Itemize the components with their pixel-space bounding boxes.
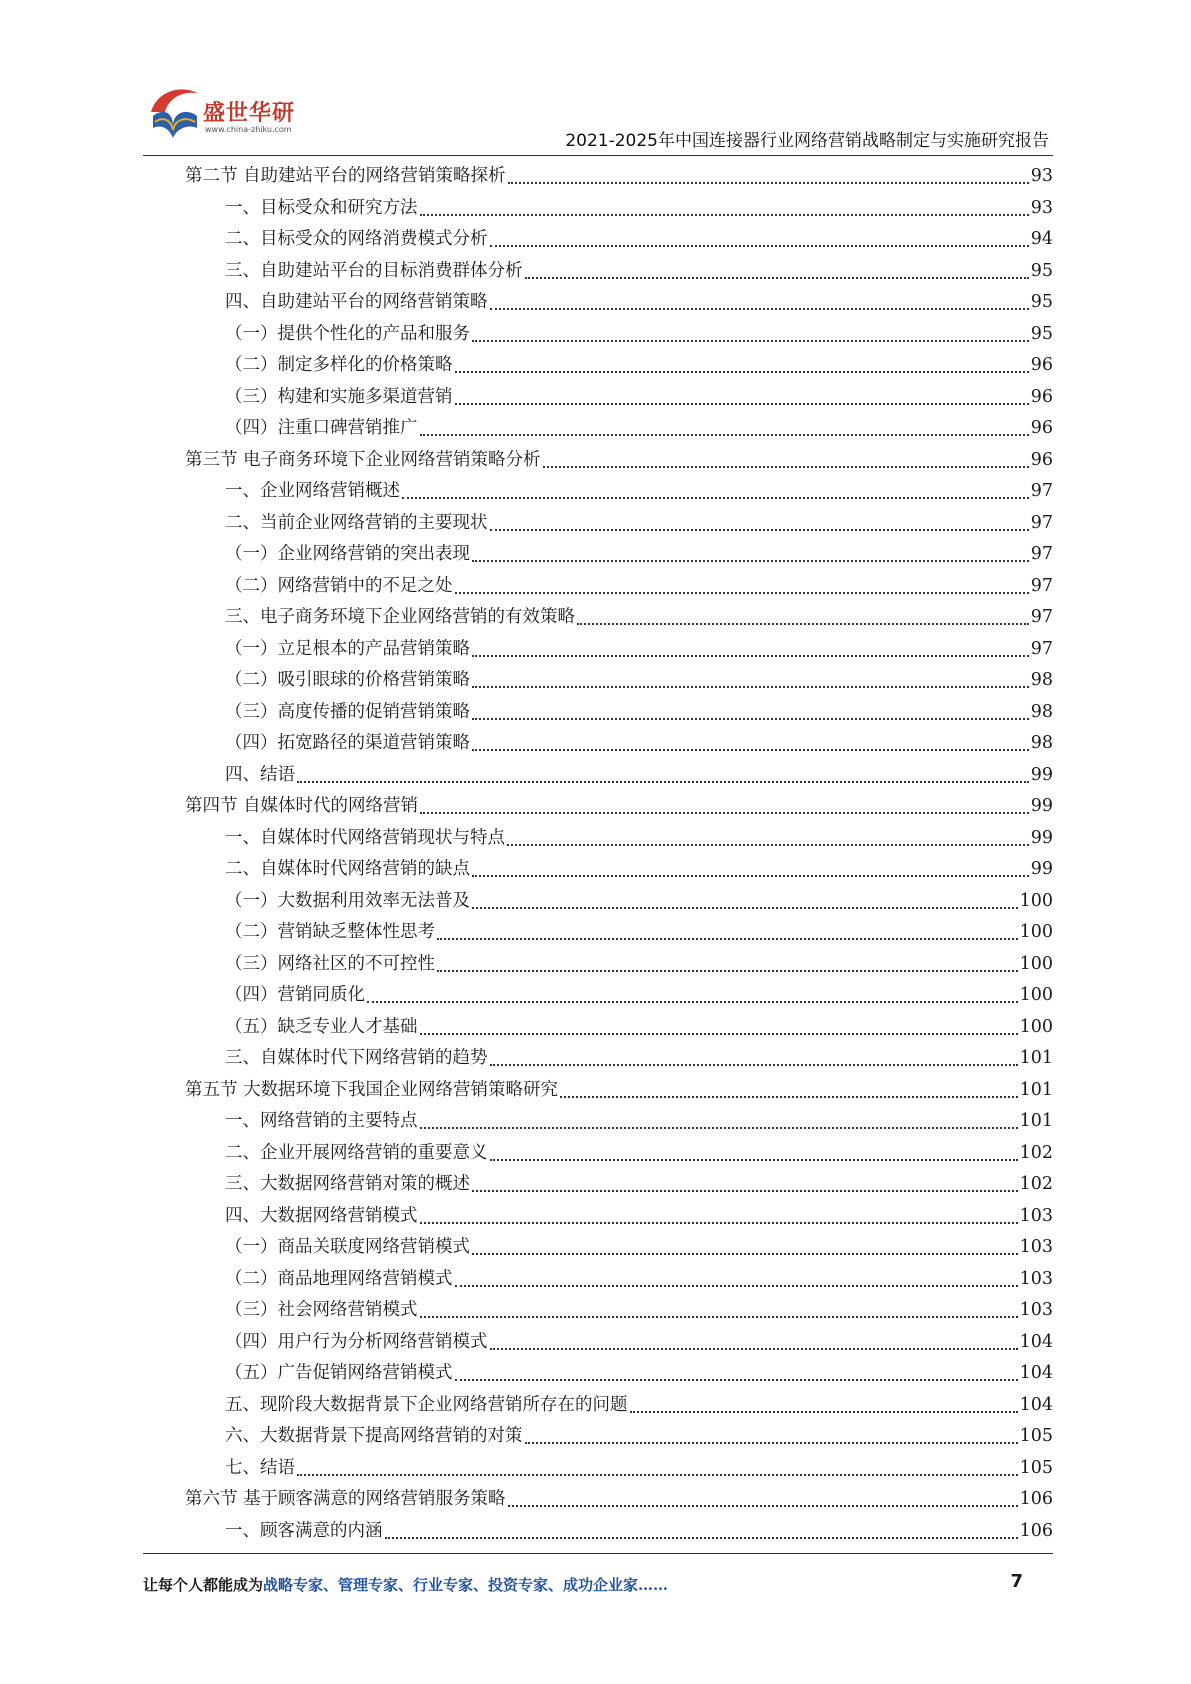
toc-entry[interactable] bbox=[185, 1484, 1053, 1516]
toc-entry-page: 101 bbox=[1019, 1111, 1053, 1131]
toc-leader-dots bbox=[420, 1126, 1018, 1129]
toc-entry-page: 102 bbox=[1019, 1174, 1053, 1194]
toc-leader-dots bbox=[455, 402, 1029, 405]
toc-entry[interactable] bbox=[185, 1075, 1053, 1107]
logo-text: 盛世华研 bbox=[203, 101, 296, 126]
toc-entry-label: 三、大数据网络营销对策的概述 bbox=[225, 1174, 470, 1194]
toc-entry-label: （一）商品关联度网络营销模式 bbox=[225, 1237, 470, 1257]
toc-entry[interactable] bbox=[185, 1421, 1053, 1453]
toc-entry[interactable] bbox=[185, 854, 1053, 886]
toc-entry[interactable] bbox=[185, 1138, 1053, 1170]
toc-entry[interactable] bbox=[185, 980, 1053, 1012]
toc-leader-dots bbox=[490, 1347, 1018, 1350]
toc-entry[interactable] bbox=[185, 1453, 1053, 1485]
toc-entry[interactable] bbox=[185, 1327, 1053, 1359]
footer-slogan-highlight: 战略专家、管理专家、行业专家、投资专家、成功企业家…… bbox=[263, 1576, 669, 1594]
footer-divider bbox=[143, 1553, 1053, 1554]
toc-entry-label: （二）吸引眼球的价格营销策略 bbox=[225, 670, 470, 690]
toc-entry[interactable] bbox=[185, 634, 1053, 666]
toc-leader-dots bbox=[490, 244, 1029, 247]
toc-entry-label: 二、目标受众的网络消费模式分析 bbox=[225, 229, 488, 249]
toc-entry-label: 五、现阶段大数据背景下企业网络营销所存在的问题 bbox=[225, 1394, 628, 1415]
toc-entry-page: 97 bbox=[1030, 544, 1053, 564]
toc-leader-dots bbox=[455, 370, 1029, 373]
toc-entry-label: 六、大数据背景下提高网络营销的对策 bbox=[225, 1426, 523, 1446]
toc-entry-page: 103 bbox=[1019, 1237, 1053, 1257]
toc-entry-page: 96 bbox=[1030, 386, 1053, 407]
toc-entry-page: 105 bbox=[1019, 1457, 1053, 1478]
toc-entry-page: 93 bbox=[1030, 166, 1053, 186]
toc-leader-dots bbox=[508, 181, 1029, 184]
toc-entry-label: （一）立足根本的产品营销策略 bbox=[225, 638, 470, 659]
toc-entry-label: 第五节 大数据环境下我国企业网络营销策略研究 bbox=[185, 1079, 559, 1100]
toc-leader-dots bbox=[455, 591, 1029, 594]
logo-book-icon bbox=[143, 82, 203, 146]
toc-leader-dots bbox=[490, 528, 1029, 531]
toc-entry-page: 99 bbox=[1030, 859, 1053, 879]
toc-leader-dots bbox=[297, 1473, 1018, 1476]
toc-entry[interactable] bbox=[185, 1043, 1053, 1075]
toc-entry-page: 106 bbox=[1019, 1520, 1053, 1541]
toc-entry-page: 98 bbox=[1030, 701, 1053, 722]
toc-entry[interactable] bbox=[185, 602, 1053, 634]
toc-entry-label: （四）营销同质化 bbox=[225, 985, 365, 1005]
toc-entry[interactable] bbox=[185, 665, 1053, 697]
toc-entry-label: 一、网络营销的主要特点 bbox=[225, 1111, 418, 1131]
report-title: 2021-2025年中国连接器行业网络营销战略制定与实施研究报告 bbox=[565, 131, 1049, 151]
toc-entry-label: （二）营销缺乏整体性思考 bbox=[225, 922, 435, 942]
toc-entry-page: 93 bbox=[1030, 197, 1053, 218]
toc-entry-page: 104 bbox=[1019, 1394, 1053, 1415]
toc-leader-dots bbox=[490, 307, 1029, 310]
toc-entry-label: （三）社会网络营销模式 bbox=[225, 1300, 418, 1320]
company-logo bbox=[143, 82, 318, 146]
toc-leader-dots bbox=[420, 1221, 1018, 1224]
toc-entry-page: 94 bbox=[1030, 229, 1053, 249]
toc-entry-page: 100 bbox=[1019, 1016, 1053, 1037]
toc-leader-dots bbox=[472, 748, 1029, 751]
toc-entry[interactable] bbox=[185, 1106, 1053, 1138]
toc-entry-label: （三）高度传播的促销营销策略 bbox=[225, 701, 470, 722]
toc-leader-dots bbox=[507, 843, 1029, 846]
toc-entry-label: 二、自媒体时代网络营销的缺点 bbox=[225, 859, 470, 879]
toc-entry[interactable] bbox=[185, 161, 1053, 193]
toc-entry-label: （一）提供个性化的产品和服务 bbox=[225, 323, 470, 344]
toc-leader-dots bbox=[437, 937, 1018, 940]
toc-entry-page: 97 bbox=[1030, 607, 1053, 627]
toc-entry-label: 三、自助建站平台的目标消费群体分析 bbox=[225, 260, 523, 281]
logo-url: www.china-zhiku.com bbox=[205, 125, 292, 134]
toc-leader-dots bbox=[385, 1536, 1018, 1539]
toc-entry[interactable] bbox=[185, 917, 1053, 949]
toc-entry-label: （三）网络社区的不可控性 bbox=[225, 953, 435, 974]
toc-entry-label: 四、自助建站平台的网络营销策略 bbox=[225, 292, 488, 312]
toc-leader-dots bbox=[490, 1063, 1018, 1066]
toc-leader-dots bbox=[402, 496, 1029, 499]
toc-leader-dots bbox=[525, 1441, 1018, 1444]
toc-entry[interactable] bbox=[185, 760, 1053, 792]
toc-entry-label: 一、顾客满意的内涵 bbox=[225, 1520, 383, 1541]
toc-entry-page: 97 bbox=[1030, 638, 1053, 659]
toc-entry[interactable] bbox=[185, 697, 1053, 729]
toc-leader-dots bbox=[472, 717, 1029, 720]
toc-entry[interactable] bbox=[185, 1232, 1053, 1264]
toc-leader-dots bbox=[525, 276, 1029, 279]
toc-entry[interactable] bbox=[185, 413, 1053, 445]
toc-leader-dots bbox=[420, 433, 1029, 436]
toc-entry-label: （四）注重口碑营销推广 bbox=[225, 418, 418, 438]
toc-leader-dots bbox=[560, 1095, 1018, 1098]
toc-entry[interactable] bbox=[185, 1201, 1053, 1233]
toc-entry[interactable] bbox=[185, 256, 1053, 288]
toc-entry-page: 96 bbox=[1030, 418, 1053, 438]
header-divider bbox=[143, 155, 1053, 156]
toc-entry-page: 100 bbox=[1019, 890, 1053, 911]
toc-entry-label: 四、结语 bbox=[225, 764, 295, 785]
toc-entry-label: （四）用户行为分析网络营销模式 bbox=[225, 1331, 488, 1352]
toc-leader-dots bbox=[420, 1032, 1018, 1035]
toc-entry[interactable] bbox=[185, 1358, 1053, 1390]
page-header bbox=[143, 82, 1053, 150]
toc-entry[interactable] bbox=[185, 728, 1053, 760]
toc-entry-label: （三）构建和实施多渠道营销 bbox=[225, 386, 453, 407]
toc-entry-page: 95 bbox=[1030, 323, 1053, 344]
toc-leader-dots bbox=[577, 622, 1029, 625]
toc-entry-label: （一）企业网络营销的突出表现 bbox=[225, 544, 470, 564]
toc-entry-page: 103 bbox=[1019, 1300, 1053, 1320]
toc-entry-page: 99 bbox=[1030, 764, 1053, 785]
toc-entry-label: 七、结语 bbox=[225, 1457, 295, 1478]
toc-entry[interactable] bbox=[185, 571, 1053, 603]
toc-entry-label: 一、自媒体时代网络营销现状与特点 bbox=[225, 827, 505, 848]
toc-entry-label: （二）商品地理网络营销模式 bbox=[225, 1268, 453, 1289]
toc-entry-label: （四）拓宽路径的渠道营销策略 bbox=[225, 733, 470, 753]
toc-leader-dots bbox=[420, 1315, 1018, 1318]
toc-entry-page: 97 bbox=[1030, 481, 1053, 501]
footer-slogan bbox=[143, 1574, 668, 1595]
toc-entry-label: 二、企业开展网络营销的重要意义 bbox=[225, 1142, 488, 1163]
toc-entry-label: 二、当前企业网络营销的主要现状 bbox=[225, 512, 488, 533]
toc-leader-dots bbox=[472, 654, 1029, 657]
toc-leader-dots bbox=[472, 874, 1029, 877]
toc-entry[interactable] bbox=[185, 1516, 1053, 1548]
toc-entry-page: 99 bbox=[1030, 827, 1053, 848]
toc-leader-dots bbox=[472, 685, 1029, 688]
toc-entry-page: 100 bbox=[1019, 953, 1053, 974]
toc-entry[interactable] bbox=[185, 823, 1053, 855]
toc-entry[interactable] bbox=[185, 224, 1053, 256]
toc-entry-label: 一、目标受众和研究方法 bbox=[225, 197, 418, 218]
toc-entry-page: 104 bbox=[1019, 1363, 1053, 1383]
toc-entry[interactable] bbox=[185, 539, 1053, 571]
toc-entry[interactable] bbox=[185, 319, 1053, 351]
toc-entry-label: 第六节 基于顾客满意的网络营销服务策略 bbox=[185, 1489, 506, 1509]
toc-entry[interactable] bbox=[185, 791, 1053, 823]
toc-entry[interactable] bbox=[185, 949, 1053, 981]
toc-entry[interactable] bbox=[185, 193, 1053, 225]
table-of-contents bbox=[185, 161, 1053, 1547]
toc-entry-page: 103 bbox=[1019, 1205, 1053, 1226]
toc-leader-dots bbox=[630, 1410, 1018, 1413]
toc-entry-page: 100 bbox=[1019, 985, 1053, 1005]
toc-entry[interactable] bbox=[185, 382, 1053, 414]
toc-leader-dots bbox=[455, 1284, 1018, 1287]
toc-entry-label: （五）缺乏专业人才基础 bbox=[225, 1016, 418, 1037]
toc-entry[interactable] bbox=[185, 1264, 1053, 1296]
toc-leader-dots bbox=[472, 1252, 1018, 1255]
toc-entry[interactable] bbox=[185, 886, 1053, 918]
toc-leader-dots bbox=[508, 1504, 1018, 1507]
toc-leader-dots bbox=[420, 811, 1029, 814]
toc-entry-page: 96 bbox=[1030, 355, 1053, 375]
toc-entry-page: 102 bbox=[1019, 1142, 1053, 1163]
toc-entry-label: 一、企业网络营销概述 bbox=[225, 481, 400, 501]
toc-entry-label: （五）广告促销网络营销模式 bbox=[225, 1363, 453, 1383]
toc-entry-page: 106 bbox=[1019, 1489, 1053, 1509]
toc-entry-page: 97 bbox=[1030, 512, 1053, 533]
toc-entry-page: 105 bbox=[1019, 1426, 1053, 1446]
toc-entry-label: （二）网络营销中的不足之处 bbox=[225, 575, 453, 596]
toc-entry-page: 101 bbox=[1019, 1079, 1053, 1100]
toc-entry-label: 第二节 自助建站平台的网络营销策略探析 bbox=[185, 166, 506, 186]
toc-leader-dots bbox=[472, 906, 1018, 909]
toc-entry-page: 100 bbox=[1019, 922, 1053, 942]
toc-entry[interactable] bbox=[185, 1295, 1053, 1327]
toc-entry[interactable] bbox=[185, 508, 1053, 540]
toc-leader-dots bbox=[455, 1378, 1018, 1381]
toc-entry-label: （一）大数据利用效率无法普及 bbox=[225, 890, 470, 911]
toc-entry[interactable] bbox=[185, 1169, 1053, 1201]
toc-leader-dots bbox=[490, 1158, 1018, 1161]
toc-entry[interactable] bbox=[185, 1012, 1053, 1044]
toc-entry-page: 95 bbox=[1030, 260, 1053, 281]
toc-entry[interactable] bbox=[185, 350, 1053, 382]
toc-entry-page: 104 bbox=[1019, 1331, 1053, 1352]
toc-entry-page: 95 bbox=[1030, 292, 1053, 312]
toc-entry-label: （二）制定多样化的价格策略 bbox=[225, 355, 453, 375]
toc-entry[interactable] bbox=[185, 287, 1053, 319]
toc-leader-dots bbox=[543, 465, 1029, 468]
toc-entry-page: 97 bbox=[1030, 575, 1053, 596]
toc-entry-page: 103 bbox=[1019, 1268, 1053, 1289]
toc-entry-page: 96 bbox=[1030, 449, 1053, 470]
page-number: 7 bbox=[1010, 1571, 1023, 1592]
toc-leader-dots bbox=[472, 1189, 1018, 1192]
toc-entry[interactable] bbox=[185, 1390, 1053, 1422]
toc-leader-dots bbox=[472, 559, 1029, 562]
toc-leader-dots bbox=[420, 213, 1029, 216]
toc-entry-page: 98 bbox=[1030, 670, 1053, 690]
toc-entry-page: 98 bbox=[1030, 733, 1053, 753]
toc-entry-label: 三、自媒体时代下网络营销的趋势 bbox=[225, 1048, 488, 1068]
toc-entry-label: 四、大数据网络营销模式 bbox=[225, 1205, 418, 1226]
toc-entry-label: 第四节 自媒体时代的网络营销 bbox=[185, 796, 419, 816]
toc-entry-page: 101 bbox=[1019, 1048, 1053, 1068]
toc-entry-label: 第三节 电子商务环境下企业网络营销策略分析 bbox=[185, 449, 541, 470]
toc-entry-label: 三、电子商务环境下企业网络营销的有效策略 bbox=[225, 607, 575, 627]
toc-entry[interactable] bbox=[185, 445, 1053, 477]
footer-slogan-prefix: 让每个人都能成为 bbox=[143, 1576, 264, 1594]
toc-entry[interactable] bbox=[185, 476, 1053, 508]
toc-leader-dots bbox=[367, 1000, 1018, 1003]
toc-leader-dots bbox=[297, 780, 1029, 783]
toc-entry-page: 99 bbox=[1030, 796, 1053, 816]
toc-leader-dots bbox=[437, 969, 1018, 972]
toc-leader-dots bbox=[472, 339, 1029, 342]
